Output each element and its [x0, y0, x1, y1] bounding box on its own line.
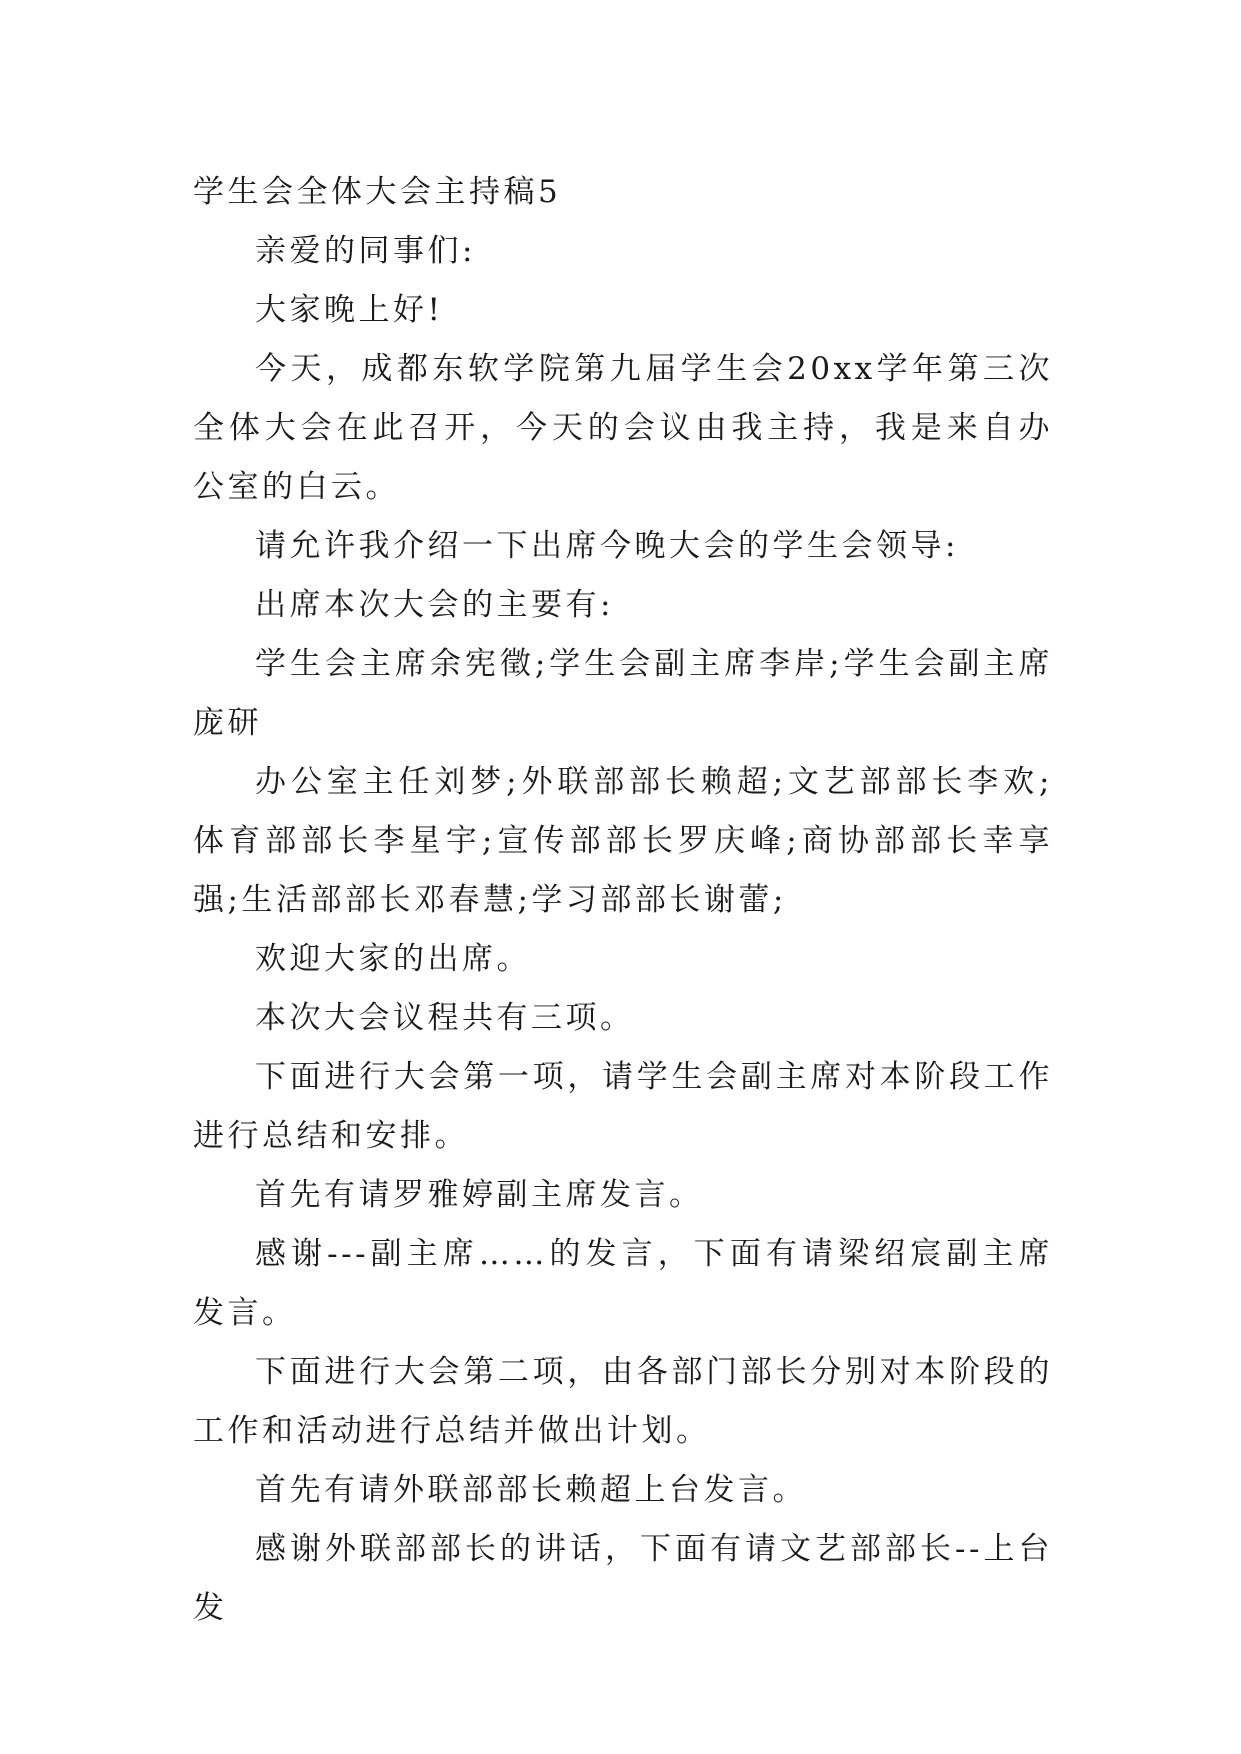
paragraph-thanks-vice-chair: 感谢---副主席……的发言，下面有请梁绍宸副主席发言。 — [193, 1236, 1053, 1331]
paragraph-good-evening: 大家晚上好! — [255, 292, 444, 328]
paragraph-department-heads: 办公室主任刘梦;外联部部长赖超;文艺部部长李欢;体育部部长李星宇;宣传部部长罗庆峰;商协部部长幸享强;生活部部长邓春慧;学习部部长谢蕾; — [193, 764, 1053, 918]
paragraph-first-speaker: 首先有请罗雅婷副主席发言。 — [255, 1177, 704, 1213]
document-body — [193, 163, 1053, 1638]
paragraph-item-one: 下面进行大会第一项，请学生会副主席对本阶段工作进行总结和安排。 — [193, 1059, 1053, 1154]
paragraph-external-affairs-speaker: 首先有请外联部部长赖超上台发言。 — [255, 1472, 807, 1508]
paragraph-agenda: 本次大会议程共有三项。 — [255, 1000, 635, 1036]
paragraph-greeting: 亲爱的同事们: — [255, 233, 476, 269]
paragraph-item-two: 下面进行大会第二项，由各部门部长分别对本阶段的工作和活动进行总结并做出计划。 — [193, 1354, 1053, 1449]
paragraph-attendees-intro: 出席本次大会的主要有: — [255, 587, 614, 623]
paragraph-thanks-external-affairs: 感谢外联部部长的讲话，下面有请文艺部部长--上台发 — [193, 1531, 1053, 1626]
paragraph-welcome: 欢迎大家的出席。 — [255, 941, 531, 977]
paragraph-chairs: 学生会主席余宪徵;学生会副主席李岸;学生会副主席庞研 — [193, 646, 1053, 741]
paragraph-introduce-leaders: 请允许我介绍一下出席今晚大会的学生会领导: — [255, 528, 959, 564]
document-title: 学生会全体大会主持稿5 — [193, 174, 562, 210]
paragraph-opening: 今天，成都东软学院第九届学生会20xx学年第三次全体大会在此召开，今天的会议由我主持，我是来自办公室的白云。 — [193, 351, 1053, 505]
